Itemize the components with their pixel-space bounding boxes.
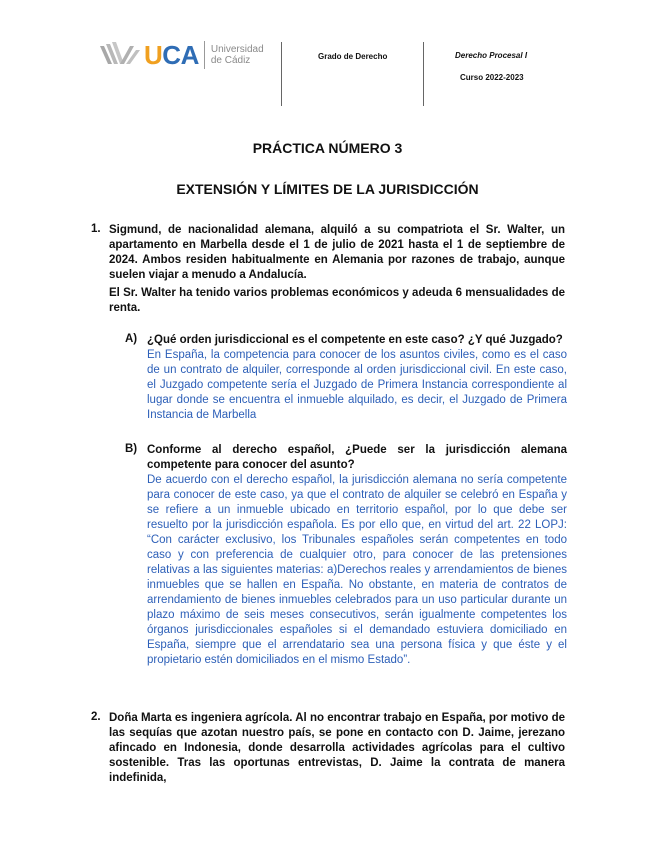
- practice-title: PRÁCTICA NÚMERO 3: [252, 140, 403, 156]
- case-2-number: 2.: [91, 711, 101, 723]
- document-header: [0, 0, 655, 110]
- uca-logo-text: [144, 42, 199, 68]
- course-label: Curso 2022-2023: [460, 73, 524, 82]
- uca-letter: C: [162, 40, 181, 70]
- case-1-statement: Sigmund, de nacionalidad alemana, alquiló a su compatriota el Sr. Walter, un apartamento en Marbella desde el 1 de julio de 2021 hasta el 1 de septiembre de 2024. Ambos residen habitualmente en Alemania por razones de trabajo, aunque suelen viajar a menudo a Andalucía.: [109, 224, 565, 281]
- question-b-text: Conforme al derecho español, ¿Puede ser la jurisdicción alemana competente para conocer del asunto?: [147, 444, 567, 471]
- question-a-letter: A): [125, 333, 138, 345]
- question-b-letter: B): [125, 443, 138, 455]
- uca-letter: U: [144, 40, 163, 70]
- question-a-answer: En España, la competencia para conocer de los asuntos civiles, como es el caso de un contrato de alquiler, corresponde al orden jurisdiccional civil. En este caso, el Juzgado competente sería el Juzgado de Primera Instancia correspondiente al lugar donde se encuentra el inmueble alquilado, es decir, el Juzgado de Primera Instancia de Marbella: [147, 349, 567, 421]
- university-line-2: de Cádiz: [210, 55, 251, 66]
- question-a-text: ¿Qué orden jurisdiccional es el competente en este caso? ¿Y qué Juzgado?: [147, 334, 563, 346]
- university-logo: [98, 38, 264, 72]
- uca-wings-icon: [98, 40, 142, 70]
- case-1-number: 1.: [91, 223, 101, 235]
- header-divider-1: [281, 42, 282, 106]
- university-line-1: Universidad: [210, 44, 264, 55]
- topic-title: EXTENSIÓN Y LÍMITES DE LA JURISDICCIÓN: [176, 181, 479, 197]
- case-2-statement: Doña Marta es ingeniera agrícola. Al no encontrar trabajo en España, por motivo de las sequías que azotan nuestro país, se pone en contacto con D. Jaime, jerezano afincado en Indonesia, donde desarrolla actividades agrícolas para el cultivo sostenible. Tras las oportunas entrevistas, D. Jaime la contrata de manera indefinida,: [109, 712, 565, 784]
- university-name: [211, 44, 264, 66]
- subject-label: Derecho Procesal I: [455, 51, 528, 60]
- uca-letter: A: [180, 40, 199, 70]
- case-1-statement-2: El Sr. Walter ha tenido varios problemas económicos y adeuda 6 mensualidades de renta.: [109, 287, 565, 314]
- question-b-answer: De acuerdo con el derecho español, la jurisdicción alemana no sería competente para conocer de este caso, ya que el contrato de alquiler se celebró en España y se refiere a un inmueble ubicado en territorio español, por lo que debe ser resuelto por la jurisdicción española. Es por ello que, en virtud del art. 22 LOPJ: “Con carácter exclusivo, los Tribunales españoles serán competentes en todo caso y con preferencia de cualquier otro, para conocer de las pretensiones relativas a las siguientes materias: a)Derechos reales y arrendamientos de bienes inmuebles que se hallen en España. No obstante, en materia de contratos de arrendamiento de bienes inmuebles celebrados para un uso particular durante un plazo máximo de seis meses consecutivos, serán igualmente competentes los órganos jurisdiccionales españoles si el demandado estuviera domiciliado en España, siempre que el arrendatario sea una persona física y que éste y el propietario estén domiciliados en el mismo Estado”.: [147, 474, 567, 666]
- degree-label: Grado de Derecho: [318, 52, 388, 61]
- logo-divider: [204, 41, 205, 69]
- header-divider-2: [423, 42, 424, 106]
